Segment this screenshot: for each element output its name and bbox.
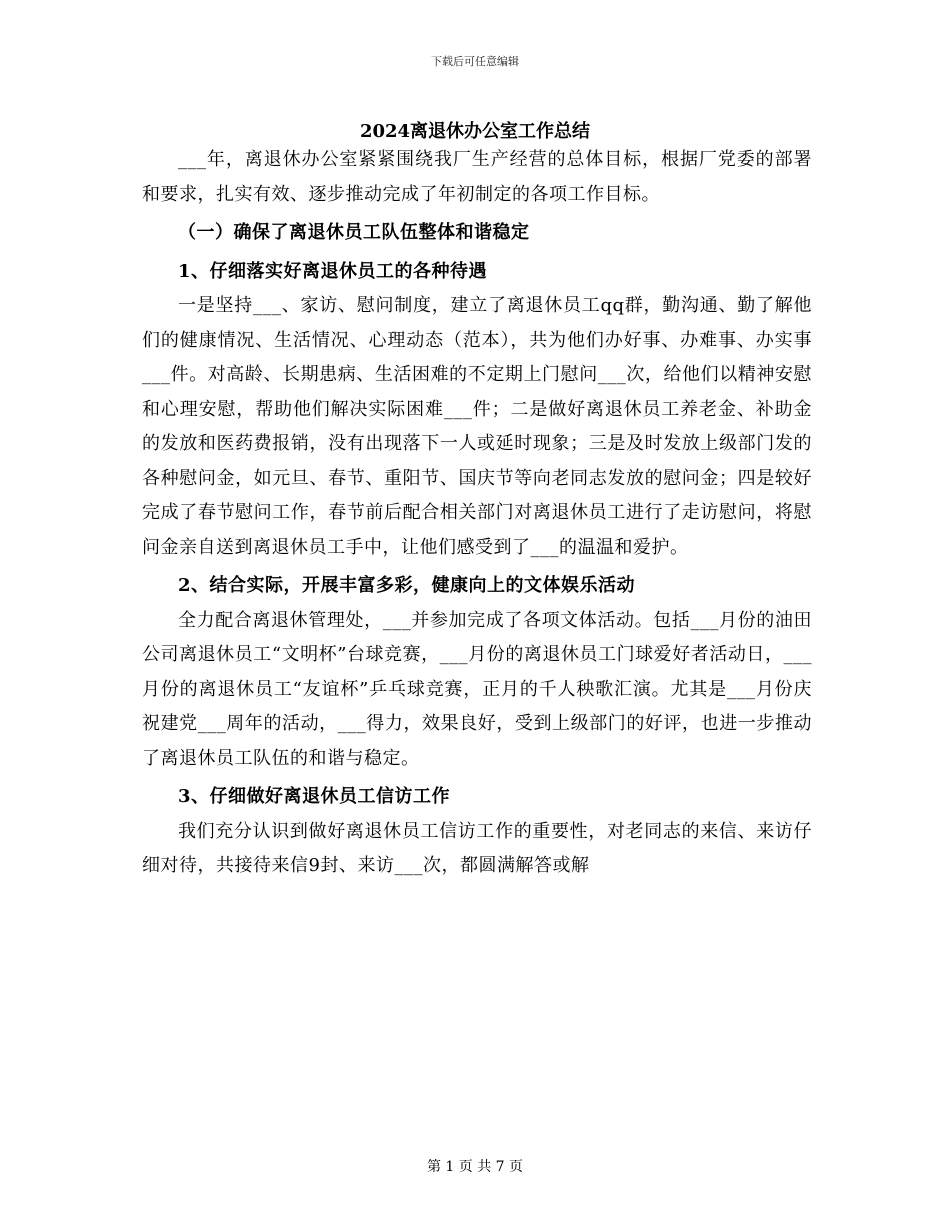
- section-heading-1: （一）确保了离退休员工队伍整体和谐稳定: [178, 222, 530, 243]
- document-title: 2024离退休办公室工作总结: [359, 121, 591, 142]
- subsection-paragraph-2: 全力配合离退休管理处，___并参加完成了各项文体活动。包括___月份的油田公司离退休员工“文明杯”台球竞赛，___月份的离退休员工门球爱好者活动日，___月份的离退休员工“友谊杯”乒乓球竞赛，正月的千人秧歌汇演。尤其是___月份庆祝建党___周年的活动，___得力，效果良好，受到上级部门的好评，也进一步推动了离退休员工队伍的和谐与稳定。: [142, 609, 812, 769]
- intro-paragraph: ___年，离退休办公室紧紧围绕我厂生产经营的总体目标，根据厂党委的部署和要求，扎实有效、逐步推动完成了年初制定的各项工作目标。: [142, 149, 812, 205]
- subsection-heading-2: 2、结合实际，开展丰富多彩，健康向上的文体娱乐活动: [178, 575, 636, 596]
- header-note: 下载后可任意编辑: [431, 55, 519, 68]
- subsection-paragraph-3: 我们充分认识到做好离退休员工信访工作的重要性，对老同志的来信、来访仔细对待，共接待来信9封、来访___次，都圆满解答或解: [142, 820, 812, 876]
- subsection-heading-3: 3、仔细做好离退休员工信访工作: [178, 786, 451, 807]
- subsection-paragraph-1: 一是坚持___、家访、慰问制度，建立了离退休员工qq群，勤沟通、勤了解他们的健康情况、生活情况、心理动态（范本），共为他们办好事、办难事、办实事___件。对高龄、长期患病、生活困难的不定期上门慰问___次，给他们以精神安慰和心理安慰，帮助他们解决实际困难___件；二是做好离退休员工养老金、补助金的发放和医药费报销，没有出现落下一人或延时现象；三是及时发放上级部门发的各种慰问金，如元旦、春节、重阳节、国庆节等向老同志发放的慰问金；四是较好完成了春节慰问工作，春节前后配合相关部门对离退休员工进行了走访慰问，将慰问金亲自送到离退休员工手中，让他们感受到了___的温温和爱护。: [142, 295, 812, 558]
- page-number: 第 1 页 共 7 页: [426, 1159, 524, 1175]
- document-body: [142, 143, 812, 884]
- subsection-heading-1: 1、仔细落实好离退休员工的各种待遇: [178, 260, 488, 282]
